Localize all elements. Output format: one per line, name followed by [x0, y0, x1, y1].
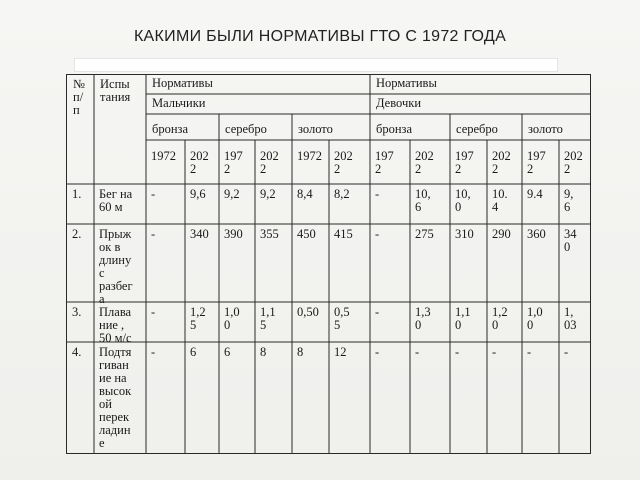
- table-cell-value: -: [455, 345, 460, 359]
- table-cell-value: 8: [260, 345, 267, 359]
- header-year: 202 2: [564, 149, 583, 176]
- table-cell-value: 390: [224, 227, 243, 241]
- table-cell-value: 1,3 0: [415, 305, 431, 332]
- header-year: 197 2: [527, 149, 546, 176]
- table-cell-value: 6: [224, 345, 231, 359]
- row-test-name: Подтя гиван ие на высок ой перек ладин е: [99, 345, 132, 450]
- header-year: 1972: [151, 149, 176, 163]
- header-test: Испы тания: [100, 77, 131, 104]
- table-cell-value: 8,4: [297, 187, 313, 201]
- table-cell-value: 9,2: [224, 187, 240, 201]
- table-cell-value: 0,5 5: [334, 305, 350, 332]
- header-level-gold: золото: [298, 122, 333, 136]
- row-num: 4.: [72, 345, 82, 359]
- header-year: 202 2: [415, 149, 434, 176]
- table-cell-value: 450: [297, 227, 316, 241]
- table-cell-value: -: [375, 187, 380, 201]
- table-cell-value: 0,50: [297, 305, 319, 319]
- table-cell-value: 415: [334, 227, 353, 241]
- table-cell-value: 9, 6: [564, 187, 574, 214]
- header-year: 197 2: [375, 149, 394, 176]
- table-cell-value: 9,2: [260, 187, 276, 201]
- table-cell-value: 6: [190, 345, 197, 359]
- table-cell-value: 340: [190, 227, 209, 241]
- header-girls: Девочки: [376, 96, 422, 110]
- table-cell-value: -: [375, 227, 380, 241]
- table-cell-value: 1,1 5: [260, 305, 276, 332]
- norms-table: [66, 74, 591, 454]
- table-cell-value: 10. 4: [492, 187, 508, 214]
- header-norms-girls: Нормативы: [376, 76, 437, 90]
- table-cell-value: 1,1 0: [455, 305, 471, 332]
- table-cell-value: 1,2 0: [492, 305, 508, 332]
- header-num: № п/ п: [73, 77, 85, 117]
- table-cell-value: 34 0: [564, 227, 577, 254]
- header-level-gold: золото: [528, 122, 563, 136]
- table-cell-value: 360: [527, 227, 546, 241]
- header-norms-boys: Нормативы: [152, 76, 213, 90]
- table-cell-value: 10, 6: [415, 187, 431, 214]
- table-cell-value: 310: [455, 227, 474, 241]
- header-year: 197 2: [455, 149, 474, 176]
- header-year: 202 2: [260, 149, 279, 176]
- row-num: 2.: [72, 227, 82, 241]
- table-cell-value: 9.4: [527, 187, 543, 201]
- row-test-name: Прыж ок в длину с разбег а: [99, 227, 133, 306]
- row-num: 3.: [72, 305, 82, 319]
- table-cell-value: 1,0 0: [527, 305, 543, 332]
- table-cell-value: 1, 03: [564, 305, 577, 332]
- table-cell-value: -: [564, 345, 569, 359]
- table-cell-value: -: [151, 227, 156, 241]
- header-year: 202 2: [190, 149, 209, 176]
- header-year: 202 2: [334, 149, 353, 176]
- table-cell-value: 1,2 5: [190, 305, 206, 332]
- table-cell-value: -: [151, 305, 156, 319]
- table-cell-value: 355: [260, 227, 279, 241]
- table-cell-value: 275: [415, 227, 434, 241]
- header-level-silver: серебро: [456, 122, 498, 136]
- row-num: 1.: [72, 187, 82, 201]
- row-test-name: Плава ние , 50 м/с: [99, 305, 132, 345]
- header-level-bronze: бронза: [152, 122, 189, 136]
- table-cell-value: -: [151, 187, 156, 201]
- table-cell-value: -: [415, 345, 420, 359]
- table-cell-value: -: [492, 345, 497, 359]
- table-cell-value: 12: [334, 345, 347, 359]
- title-underline-bar: [74, 58, 558, 72]
- table-cell-value: 9,6: [190, 187, 206, 201]
- row-test-name: Бег на 60 м: [99, 187, 133, 214]
- table-cell-value: 10, 0: [455, 187, 471, 214]
- header-year: 202 2: [492, 149, 511, 176]
- table-cell-value: -: [151, 345, 156, 359]
- header-level-bronze: бронза: [376, 122, 413, 136]
- header-year: 1972: [297, 149, 322, 163]
- table-cell-value: 8,2: [334, 187, 350, 201]
- norms-table-grid: [66, 74, 591, 454]
- table-cell-value: 290: [492, 227, 511, 241]
- table-cell-value: -: [375, 305, 380, 319]
- table-cell-value: -: [375, 345, 380, 359]
- header-boys: Мальчики: [152, 96, 206, 110]
- table-cell-value: -: [527, 345, 532, 359]
- table-cell-value: 1,0 0: [224, 305, 240, 332]
- header-level-silver: серебро: [225, 122, 267, 136]
- header-year: 197 2: [224, 149, 243, 176]
- slide-title: КАКИМИ БЫЛИ НОРМАТИВЫ ГТО С 1972 ГОДА: [133, 28, 507, 45]
- table-cell-value: 8: [297, 345, 304, 359]
